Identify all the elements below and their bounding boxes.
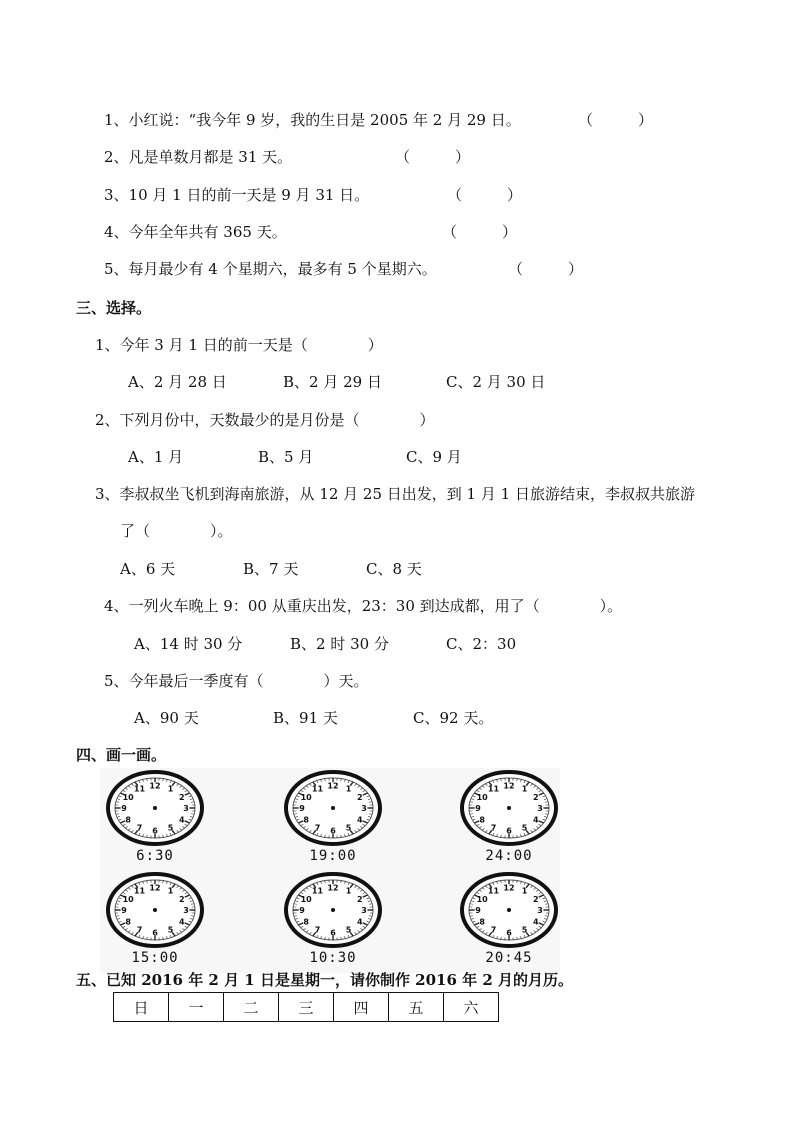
choice-question-1: 1、今年 3 月 1 日的前一天是（ ）	[95, 336, 383, 354]
clock-time-label: 24:00	[485, 848, 533, 864]
section-heading-draw: 四、画一画。	[76, 746, 167, 764]
clock-number: 1	[167, 784, 174, 794]
clock-number: 9	[121, 906, 127, 915]
clock-number: 11	[133, 886, 146, 896]
clock-number: 3	[361, 804, 367, 813]
clock-number: 1	[521, 886, 528, 896]
weekday-cell: 一	[169, 993, 224, 1022]
clock-face-item	[283, 770, 383, 864]
choice-option: C、2 月 30 日	[446, 373, 546, 391]
clock-number: 12	[503, 781, 515, 791]
clock-number: 6	[330, 928, 336, 938]
clock-number: 7	[136, 925, 143, 935]
clock-number: 1	[345, 784, 352, 794]
clock-number: 2	[357, 792, 363, 802]
clock-number: 10	[300, 894, 312, 904]
choice-option: C、8 天	[366, 560, 422, 578]
choice-option: B、2 时 30 分	[290, 635, 389, 653]
clock-number: 11	[487, 784, 500, 794]
judge-item-3: 3、10 月 1 日的前一天是 9 月 31 日。	[104, 186, 370, 204]
clock-face-item	[283, 872, 383, 966]
clock-time-label: 20:45	[485, 950, 533, 966]
clock-number: 10	[476, 894, 488, 904]
clock-number: 3	[361, 906, 367, 915]
clock-number: 3	[183, 804, 189, 813]
clock-number: 8	[479, 917, 485, 927]
choice-option: C、92 天。	[413, 709, 494, 727]
clock-number: 4	[179, 917, 185, 927]
choice-option: B、91 天	[273, 709, 338, 727]
clock-number: 12	[503, 883, 515, 893]
answer-paren-2: （ ）	[395, 148, 471, 166]
clock-icon	[105, 770, 205, 846]
clock-number: 7	[490, 925, 497, 935]
weekday-cell: 五	[389, 993, 444, 1022]
clock-number: 9	[299, 906, 305, 915]
clock-number: 11	[311, 784, 324, 794]
clock-number: 6	[152, 928, 158, 938]
clock-number: 12	[149, 781, 161, 791]
clock-number: 5	[521, 925, 528, 935]
clock-number: 3	[537, 804, 543, 813]
clock-face-item	[105, 872, 205, 966]
weekday-cell: 三	[279, 993, 334, 1022]
clock-number: 2	[533, 792, 539, 802]
clock-number: 12	[149, 883, 161, 893]
clock-face-item	[459, 872, 559, 966]
clock-number: 8	[125, 815, 131, 825]
clock-number: 6	[152, 826, 158, 836]
clock-number: 5	[345, 823, 352, 833]
clock-time-label: 19:00	[309, 848, 357, 864]
judge-item-1: 1、小红说：“我今年 9 岁，我的生日是 2005 年 2 月 29 日。	[104, 111, 521, 129]
clock-number: 7	[490, 823, 497, 833]
clock-number: 5	[167, 823, 174, 833]
clock-number: 2	[533, 894, 539, 904]
clock-number: 5	[345, 925, 352, 935]
clock-number: 1	[167, 886, 174, 896]
choice-option: C、2：30	[446, 635, 517, 653]
weekday-cell: 六	[444, 993, 499, 1022]
clock-number: 8	[303, 815, 309, 825]
clock-number: 6	[506, 826, 512, 836]
clock-number: 5	[167, 925, 174, 935]
weekday-cell: 二	[224, 993, 279, 1022]
clock-number: 6	[506, 928, 512, 938]
judge-item-4: 4、今年全年共有 365 天。	[104, 223, 287, 241]
choice-option: B、5 月	[258, 448, 314, 466]
clock-number: 3	[183, 906, 189, 915]
answer-paren-5: （ ）	[508, 260, 584, 278]
clock-number: 11	[487, 886, 500, 896]
choice-option: A、90 天	[134, 709, 199, 727]
clock-number: 11	[311, 886, 324, 896]
weekday-cell: 日	[114, 993, 169, 1022]
clock-icon	[283, 872, 383, 948]
choice-question-4: 4、一列火车晚上 9：00 从重庆出发，23：30 到达成都，用了（ ）。	[104, 597, 623, 615]
clock-icon	[459, 872, 559, 948]
section-heading-choice: 三、选择。	[76, 299, 152, 317]
clock-time-label: 6:30	[136, 848, 174, 864]
clock-number: 7	[314, 823, 321, 833]
clock-number: 2	[179, 894, 185, 904]
clock-number: 11	[133, 784, 146, 794]
clock-number: 5	[521, 823, 528, 833]
choice-question-2: 2、下列月份中，天数最少的是月份是（ ）	[95, 411, 435, 429]
clock-time-label: 10:30	[309, 950, 357, 966]
choice-option: B、7 天	[243, 560, 299, 578]
clock-number: 4	[357, 917, 363, 927]
answer-paren-1: （ ）	[578, 111, 654, 129]
clock-number: 8	[303, 917, 309, 927]
clock-number: 4	[533, 815, 539, 825]
clock-number: 3	[537, 906, 543, 915]
clock-number: 8	[479, 815, 485, 825]
clock-icon	[105, 872, 205, 948]
clock-number: 10	[122, 894, 134, 904]
clock-number: 10	[476, 792, 488, 802]
clock-number: 4	[179, 815, 185, 825]
clock-number: 8	[125, 917, 131, 927]
clock-number: 1	[521, 784, 528, 794]
clock-number: 1	[345, 886, 352, 896]
clock-number: 7	[136, 823, 143, 833]
choice-question-5: 5、今年最后一季度有（ ）天。	[104, 672, 369, 690]
choice-option: A、14 时 30 分	[134, 635, 243, 653]
clock-number: 4	[357, 815, 363, 825]
clock-number: 2	[179, 792, 185, 802]
clock-face-item	[105, 770, 205, 864]
clock-icon	[459, 770, 559, 846]
clock-number: 7	[314, 925, 321, 935]
clock-number: 9	[299, 804, 305, 813]
choice-option: A、2 月 28 日	[128, 373, 227, 391]
clock-number: 9	[475, 906, 481, 915]
section-heading-calendar: 五、已知 2016 年 2 月 1 日是星期一，请你制作 2016 年 2 月的月历。	[76, 971, 574, 989]
clock-number: 10	[300, 792, 312, 802]
clock-icon	[283, 770, 383, 846]
clock-face-item	[459, 770, 559, 864]
weekday-cell: 四	[334, 993, 389, 1022]
choice-option: C、9 月	[406, 448, 462, 466]
choice-question-3-cont: 了（ ）。	[120, 522, 233, 540]
judge-item-2: 2、凡是单数月都是 31 天。	[104, 148, 293, 166]
clock-number: 2	[357, 894, 363, 904]
clock-number: 9	[121, 804, 127, 813]
clock-number: 12	[327, 883, 339, 893]
clock-number: 10	[122, 792, 134, 802]
choice-option: B、2 月 29 日	[283, 373, 382, 391]
answer-paren-4: （ ）	[442, 223, 518, 241]
clock-number: 12	[327, 781, 339, 791]
choice-option: A、1 月	[128, 448, 184, 466]
judge-item-5: 5、每月最少有 4 个星期六，最多有 5 个星期六。	[104, 260, 437, 278]
clock-time-label: 15:00	[131, 950, 179, 966]
clock-number: 4	[533, 917, 539, 927]
choice-question-3: 3、李叔叔坐飞机到海南旅游，从 12 月 25 日出发，到 1 月 1 日旅游结束，李叔叔共旅游	[95, 485, 695, 503]
clock-number: 6	[330, 826, 336, 836]
answer-paren-3: （ ）	[447, 186, 523, 204]
clock-number: 9	[475, 804, 481, 813]
choice-option: A、6 天	[120, 560, 176, 578]
calendar-table	[113, 992, 499, 1022]
